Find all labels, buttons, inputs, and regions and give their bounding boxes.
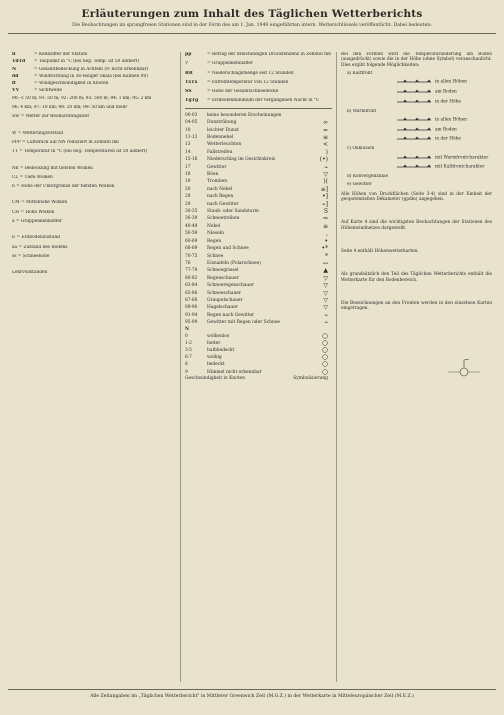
weather-code-row bbox=[185, 253, 332, 260]
weather-label: Graupelschauer bbox=[207, 297, 243, 303]
weather-code-row bbox=[185, 245, 332, 252]
weather-label: Gewitter mit Regen oder Schnee bbox=[207, 320, 281, 326]
cloud-cover-label: halbbedeckt bbox=[207, 347, 235, 353]
weather-symbol: ⌁] bbox=[322, 200, 328, 208]
weather-code: 00-03 bbox=[185, 112, 198, 118]
weather-label: Wetterleuchten bbox=[207, 142, 242, 148]
cloud-cover-code: 0 bbox=[185, 333, 188, 339]
symbol-definition-row bbox=[12, 59, 176, 64]
definition-line: W = Wetterungsverlauf bbox=[12, 130, 64, 136]
weather-symbol: = bbox=[322, 126, 328, 134]
weather-code-row bbox=[185, 290, 332, 297]
cloud-cover-label: Himmel nicht erkennbar bbox=[207, 369, 262, 375]
weather-label: keine besonderen Erscheinungen bbox=[207, 112, 282, 118]
weather-label: Nieseln bbox=[207, 231, 224, 237]
weather-symbol: ▽ bbox=[323, 304, 328, 312]
weather-symbol: ≡] bbox=[320, 185, 328, 193]
weather-code: 19 bbox=[185, 179, 191, 185]
weather-code-row bbox=[185, 201, 332, 208]
weather-symbol: •* bbox=[321, 245, 328, 253]
weather-code: 29 bbox=[185, 201, 191, 207]
weather-symbol: (•) bbox=[319, 156, 328, 164]
weather-symbol: ▲ bbox=[323, 267, 328, 275]
weather-code: 68-69 bbox=[185, 246, 198, 252]
weather-label: Schnee bbox=[207, 253, 224, 259]
wind-symbol-head: Symbolisierung bbox=[293, 375, 328, 381]
weather-code: 20 bbox=[185, 186, 191, 192]
front-type-label: a) Kaltfront bbox=[347, 70, 373, 76]
symbol-definition-row bbox=[12, 74, 176, 79]
weather-label: Schneetreiben bbox=[207, 216, 240, 222]
weather-label: Regenschauer bbox=[207, 275, 239, 281]
symbol-definition-row bbox=[185, 98, 332, 103]
symbol-meaning: = Windgeschwindigkeit in Knoten bbox=[34, 81, 109, 87]
station-model-diagram bbox=[440, 358, 488, 386]
front-intro: Bei den Formen wird die Temperaturänderung am Boden (ausgedrückt) sowie die in der Höhe (ohne Symbol) veranschaulicht. Dies ergibt folgende Möglichkeiten: bbox=[341, 52, 492, 68]
symbol-meaning: = Gruppenkennziffer bbox=[207, 61, 254, 67]
symbol-definition-row bbox=[185, 80, 332, 85]
weather-label: Staub- oder Sandsturm bbox=[207, 209, 259, 215]
explanation-paragraph: Als grundsätzlich den Teil des Täglichen Wetterberichts enthält die Wetterkarte für den Bodenbereich. bbox=[341, 272, 492, 283]
weather-label: Eisnadeln (Polarschnee) bbox=[207, 260, 261, 266]
cloud-cover-code: 9 bbox=[185, 369, 188, 375]
front-type-label: am Boden bbox=[435, 127, 457, 133]
weather-symbol: S bbox=[323, 208, 328, 216]
weather-code: 70-75 bbox=[185, 253, 198, 259]
weather-symbol: ≡ bbox=[322, 222, 328, 230]
weather-code-row bbox=[185, 238, 332, 245]
page-title: Erläuterungen zum Inhalt des Täglichen Wetterberichts bbox=[81, 8, 423, 20]
symbol-code: dd bbox=[12, 73, 19, 79]
weather-code-row bbox=[185, 319, 332, 326]
weather-symbol: ≡ bbox=[322, 134, 328, 141]
symbol-code: TxTx bbox=[185, 79, 198, 85]
weather-code: 50-59 bbox=[185, 231, 198, 237]
weather-symbol: ▽ bbox=[323, 296, 328, 304]
definition-line: Nh = Bedeckung mit tiefsten Wolken bbox=[12, 165, 93, 171]
definition-line: aa = Zustand des Bodens bbox=[12, 244, 68, 250]
explanation-paragraph: Auf Karte 4 sind die wichtigsten Beobachtungen der Stationen des Höhenwindnetzes dargestellt. bbox=[341, 220, 492, 231]
footer-note: Alle Zeitangaben im „Täglichen Wetterbericht" in Mittlerer Greenwich Zeit (M.G.Z.) in der Wetterkarte in Mitteleuropäischer Zeit (M.E.Z.) bbox=[8, 689, 496, 699]
weather-code-row bbox=[185, 230, 332, 237]
weather-code-row bbox=[185, 215, 332, 222]
document-page bbox=[8, 6, 496, 709]
symbol-code: TgTg bbox=[185, 98, 199, 104]
weather-code-row bbox=[185, 127, 332, 134]
page-subtitle: Die Beobachtungen im sprungfreien Stationen sind in der Form des am 1. Jan. 1949 eingeführten intern. Wetterschlüssels veröffentlicht. Dabei bedeuten: bbox=[72, 23, 432, 28]
front-type-item bbox=[341, 136, 492, 142]
cloud-cover-row bbox=[185, 340, 332, 347]
weather-code: 83-84 bbox=[185, 283, 198, 289]
weather-code: 87-88 bbox=[185, 297, 198, 303]
middle-divider bbox=[185, 108, 332, 109]
weather-symbol: ▽ bbox=[323, 274, 328, 282]
weather-symbol: ▽ bbox=[323, 289, 328, 297]
wind-table-head bbox=[185, 376, 332, 382]
symbol-code: SS bbox=[185, 89, 192, 95]
weather-label: Bodennebel bbox=[207, 135, 234, 140]
weather-code-row bbox=[185, 193, 332, 200]
weather-code: 85-86 bbox=[185, 290, 198, 296]
symbol-meaning: = Extremtemperatur von 12 Stunden bbox=[207, 79, 289, 85]
cloud-cover-label: heiter bbox=[207, 340, 221, 346]
symbol-code: pp bbox=[185, 52, 192, 57]
weather-label: Schneeregenschauer bbox=[207, 283, 254, 289]
weather-symbol: ∞ bbox=[323, 119, 328, 127]
weather-symbol: < bbox=[322, 141, 328, 149]
front-type-item bbox=[341, 155, 492, 161]
front-type-label: in allen Höhen bbox=[435, 79, 467, 85]
front-type-label: in allen Höhen bbox=[435, 117, 467, 123]
symbol-meaning: = Kennziffer der Station bbox=[34, 52, 88, 57]
left-column bbox=[8, 52, 180, 682]
definition-line: a = Gruppenkennziffer bbox=[12, 219, 62, 225]
symbol-meaning: = Höhe der Gesamtschneedecke bbox=[207, 89, 279, 95]
definition-line: PPP = Luftdruck auf NN reduziert in Zehntel mb bbox=[12, 139, 119, 145]
weather-label: nach Regen bbox=[207, 194, 234, 200]
symbol-code: RR bbox=[185, 70, 193, 76]
weather-symbol: )( bbox=[323, 178, 328, 186]
symbol-code: ii bbox=[12, 52, 16, 57]
symbol-definition-row bbox=[185, 61, 332, 66]
front-type-label: in der Höhe bbox=[435, 99, 461, 105]
front-line-icon bbox=[397, 89, 435, 94]
cloud-cover-row bbox=[185, 354, 332, 361]
cloud-cover-code: 8 bbox=[185, 362, 188, 368]
weather-label: Regen bbox=[207, 238, 222, 244]
title-divider bbox=[8, 33, 496, 34]
symbol-definition-row bbox=[12, 52, 176, 57]
front-type-item bbox=[341, 89, 492, 95]
symbol-meaning: = Gesamtbedeckung in Achteln (9: nicht erkennbar) bbox=[34, 66, 149, 72]
definition-line: ww = Wetter zur Beobachtungszeit bbox=[12, 114, 90, 120]
cloud-cover-code: 1-2 bbox=[185, 340, 192, 346]
weather-code-row bbox=[185, 208, 332, 215]
weather-code-row bbox=[185, 304, 332, 311]
cloud-cover-row bbox=[185, 333, 332, 340]
weather-label: Schneegriesel bbox=[207, 268, 239, 274]
weather-code: 95-99 bbox=[185, 320, 198, 326]
weather-code: 40-49 bbox=[185, 223, 198, 229]
weather-code-row bbox=[185, 119, 332, 126]
definition-line: Lehrvollständen bbox=[12, 270, 48, 276]
weather-code: 80-82 bbox=[185, 275, 198, 281]
symbol-code: VV bbox=[12, 88, 20, 94]
symbol-code: TdTd bbox=[12, 59, 26, 65]
front-type-item bbox=[341, 127, 492, 133]
middle-column bbox=[180, 52, 336, 682]
weather-label: Böen bbox=[207, 172, 219, 178]
front-type-heading bbox=[341, 109, 492, 114]
front-type-item bbox=[341, 164, 492, 170]
definition-line: h = Höhe der Untergrenze der tiefsten Wolken bbox=[12, 184, 115, 190]
weather-code: 30-35 bbox=[185, 209, 198, 215]
weather-code-row bbox=[185, 164, 332, 171]
weather-code: 18 bbox=[185, 172, 191, 178]
weather-code-row bbox=[185, 178, 332, 185]
weather-label: Schneeschauer bbox=[207, 290, 242, 296]
weather-symbol: •] bbox=[322, 193, 328, 201]
weather-symbol: ) bbox=[325, 148, 328, 156]
symbol-definition-row bbox=[12, 88, 176, 93]
explanation-paragraph: Seite 4 enthält Höhenwetterkarten. bbox=[341, 248, 419, 254]
weather-code-row bbox=[185, 134, 332, 141]
front-type-label: in der Höhe bbox=[435, 136, 461, 142]
weather-label: nach Gewitter bbox=[207, 201, 239, 207]
front-line-icon bbox=[397, 137, 435, 142]
weather-label: Nebel bbox=[207, 223, 221, 229]
weather-symbol: ⌁ bbox=[324, 319, 328, 327]
symbol-meaning: = Niederschlagsmenge seit 12 Stunden bbox=[207, 70, 294, 76]
weather-code-row bbox=[185, 223, 332, 230]
front-line-icon bbox=[397, 99, 435, 104]
cloud-cover-row bbox=[185, 361, 332, 368]
symbol-definition-row bbox=[185, 71, 332, 76]
cloud-cover-code: 3-5 bbox=[185, 347, 192, 353]
weather-label: Regen und Schnee bbox=[207, 246, 249, 252]
weather-code: 14 bbox=[185, 149, 191, 155]
weather-symbol: ⌁ bbox=[324, 311, 328, 319]
front-line-icon bbox=[397, 127, 435, 132]
weather-code-row bbox=[185, 267, 332, 274]
weather-code-row bbox=[185, 297, 332, 304]
weather-symbol: ⇒ bbox=[322, 215, 328, 223]
symbol-meaning: = Erdbodenminimum der vergangenen Nacht in °C bbox=[207, 98, 320, 104]
weather-label: leichter Dunst bbox=[207, 127, 239, 133]
symbol-definition-row bbox=[185, 89, 332, 94]
weather-symbol: ↔ bbox=[322, 259, 328, 267]
weather-code: 76 bbox=[185, 260, 191, 266]
weather-code-row bbox=[185, 186, 332, 193]
cloud-cover-row bbox=[185, 369, 332, 376]
front-type-label: e) Gewitter bbox=[347, 182, 372, 188]
front-type-item bbox=[341, 117, 492, 123]
front-type-heading bbox=[341, 174, 492, 179]
weather-code: 04-05 bbox=[185, 120, 198, 126]
front-type-label: mit Warmfrontcharakter bbox=[435, 155, 489, 161]
front-type-label: c) Okklusion bbox=[347, 146, 375, 152]
weather-code: 89-90 bbox=[185, 305, 198, 311]
weather-label: nach Nebel bbox=[207, 186, 233, 192]
weather-code-row bbox=[185, 260, 332, 267]
weather-code-row bbox=[185, 149, 332, 156]
weather-symbol: ▽ bbox=[323, 282, 328, 290]
weather-code: 36-39 bbox=[185, 216, 198, 222]
front-type-item bbox=[341, 79, 492, 85]
right-column bbox=[336, 52, 496, 682]
definition-line: TT = Temperatur in °C (bei neg. Temperaturen ist 50 addiert) bbox=[12, 149, 148, 155]
front-line-icon bbox=[397, 117, 435, 122]
definition-line: 96: 4 km; 97: 10 km; 98: 20 km; 99: 50 km und mehr bbox=[12, 105, 128, 111]
weather-label: Niederschlag im Gesichtskreis bbox=[207, 157, 276, 163]
front-type-label: b) Warmfront bbox=[347, 108, 377, 114]
n-table-head: N bbox=[185, 326, 190, 332]
cloud-cover-label: bedeckt bbox=[207, 362, 225, 368]
weather-code: 60-69 bbox=[185, 238, 198, 244]
front-line-icon bbox=[397, 80, 435, 85]
weather-label: Fallstreifen bbox=[207, 149, 233, 155]
symbol-definition-row bbox=[185, 52, 332, 57]
front-type-heading bbox=[341, 182, 492, 187]
weather-label: Tromben bbox=[207, 179, 228, 185]
front-type-heading bbox=[341, 146, 492, 151]
symbol-definition-row bbox=[12, 67, 176, 72]
cloud-cover-row bbox=[185, 347, 332, 354]
weather-symbol: ▽ bbox=[323, 171, 328, 179]
definition-line: CM = Mittelhohe Wolken bbox=[12, 200, 68, 206]
weather-code: 13 bbox=[185, 142, 191, 148]
cloud-cover-code: 6-7 bbox=[185, 355, 192, 361]
cloud-cover-label: wolkig bbox=[207, 355, 222, 361]
definition-line: CL = Tiefe Wolken bbox=[12, 174, 53, 180]
weather-code: 17 bbox=[185, 164, 191, 170]
weather-code: 10 bbox=[185, 127, 191, 133]
symbol-meaning: = Betrag der dreistündigen Drucktendenz in Zehntel mb bbox=[207, 52, 331, 57]
front-type-label: am Boden bbox=[435, 89, 457, 95]
weather-code: 77-79 bbox=[185, 268, 198, 274]
wind-speed-head: Geschwindigkeit in Knoten bbox=[185, 375, 246, 381]
definition-line: CH = Hohe Wolken bbox=[12, 209, 55, 215]
symbol-meaning: = Sichtweite bbox=[34, 88, 63, 94]
front-type-item bbox=[341, 99, 492, 105]
definition-line: E = Erdbodenzustand bbox=[12, 235, 60, 241]
definition-line: 90: < 50 m; 91: 50 m; 92: 200 m; 93: 500 m; 94: 1 km; 95: 2 km bbox=[12, 95, 152, 101]
weather-symbol: , bbox=[326, 230, 328, 238]
weather-symbol: * bbox=[325, 252, 328, 260]
weather-code-row bbox=[185, 156, 332, 163]
weather-symbol: ⌁ bbox=[324, 163, 328, 171]
weather-code-row bbox=[185, 282, 332, 289]
weather-code: 28 bbox=[185, 194, 191, 200]
explanation-paragraph: Die Bezeichnungen an den Fronten werden in den einzelnen Karten eingetragen. bbox=[341, 300, 492, 312]
weather-label: Regen nach Gewitter bbox=[207, 312, 255, 318]
cloud-cover-label: wolkenlos bbox=[207, 333, 230, 339]
symbol-meaning: = Taupunkt in °C (bei neg. Temp. ist 50 addiert) bbox=[34, 59, 140, 65]
symbol-meaning: = Windrichtung in 36-teiliger Skala (bei Kalmen 00) bbox=[34, 73, 148, 79]
definition-line: ss = Schneehöhe bbox=[12, 253, 50, 259]
weather-code-row bbox=[185, 112, 332, 119]
weather-code: 91-94 bbox=[185, 312, 198, 318]
symbol-code: N bbox=[12, 66, 17, 72]
weather-code: 11-12 bbox=[185, 135, 198, 140]
weather-code-row bbox=[185, 312, 332, 319]
weather-code-row bbox=[185, 141, 332, 148]
weather-code-row bbox=[185, 275, 332, 282]
weather-label: Dunstrübung bbox=[207, 120, 237, 126]
content-columns bbox=[8, 52, 496, 682]
symbol-definition-row bbox=[12, 81, 176, 86]
explanation-paragraph: Alle Höhen von Druckflächen (Seite 3-4) sind in der Einheit der geopotentiellen Dekameter (gpdm) angegeben. bbox=[341, 191, 492, 203]
front-line-icon bbox=[397, 155, 435, 160]
weather-label: Gewitter bbox=[207, 164, 227, 170]
front-type-label: d) Konvergenzlinie bbox=[347, 174, 389, 180]
front-type-label: mit Kaltfrontcharakter bbox=[435, 164, 485, 170]
weather-code: 15-16 bbox=[185, 157, 198, 163]
front-line-icon bbox=[397, 165, 435, 170]
symbol-code: ff bbox=[12, 81, 16, 87]
weather-label: Hagelschauer bbox=[207, 305, 238, 311]
front-type-heading bbox=[341, 71, 492, 76]
symbol-code: 7 bbox=[185, 61, 189, 67]
weather-code-row bbox=[185, 171, 332, 178]
weather-symbol: • bbox=[324, 237, 328, 245]
